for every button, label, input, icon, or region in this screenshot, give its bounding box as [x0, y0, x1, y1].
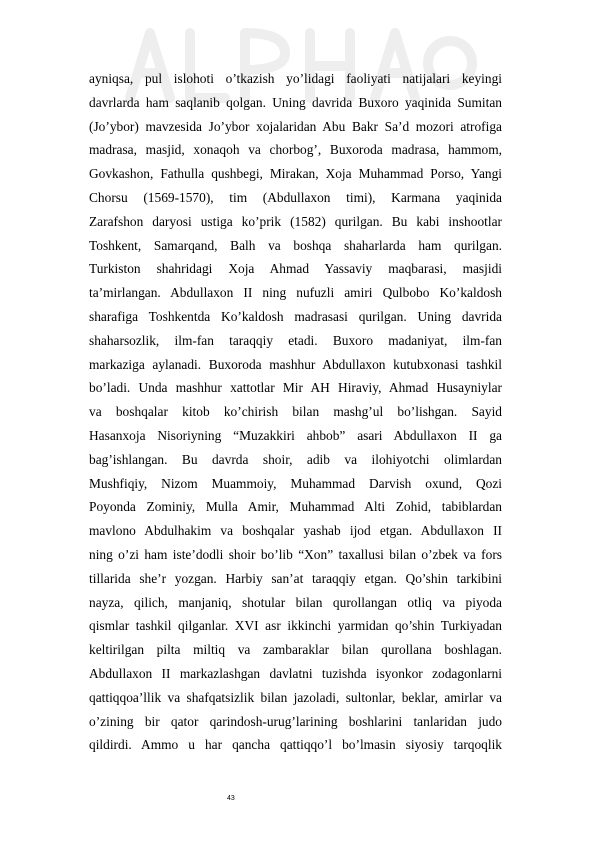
text-line: Zarafshon daryosi ustiga ko’prik (1582) qurilgan. Bu kabi inshootlar: [89, 213, 502, 229]
text-line: Chorsu (1569-1570), tim (Abdullaxon timi), Karmana yaqinida: [89, 189, 502, 205]
text-line: shaharsozlik, ilm-fan taraqqiy etadi. Buxoro madaniyat, ilm-fan: [89, 332, 502, 348]
text-line: qildirdi. Ammo u har qancha qattiqqo’l bo’lmasin siyosiy tarqoqlik: [89, 737, 502, 753]
text-line: keltirilgan pilta miltiq va zambaraklar bilan qurollana boshlagan.: [89, 642, 502, 658]
text-line: sharafiga Toshkentda Ko’kaldosh madrasasi qurilgan. Uning davrida: [89, 308, 502, 324]
text-line: Abdullaxon II markazlashgan davlatni tuzishda isyonkor zodagonlarni: [89, 665, 502, 681]
body-text: [89, 67, 502, 757]
text-line: Poyonda Zominiy, Mulla Amir, Muhammad Alti Zohid, tabiblardan: [89, 499, 502, 515]
text-line: qattiqqoa’llik va shafqatsizlik bilan jazoladi, sultonlar, beklar, amirlar va: [89, 689, 502, 705]
text-line: ta’mirlangan. Abdullaxon II ning nufuzli amiri Qulbobo Ko’kaldosh: [89, 285, 502, 301]
text-line: mavlono Abdulhakim va boshqalar yashab ijod etgan. Abdullaxon II: [89, 523, 502, 539]
text-line: Mushfiqiy, Nizom Muammoiy, Muhammad Darvish oxund, Qozi: [89, 475, 502, 491]
text-line: qismlar tashkil qilganlar. XVI asr ikkinchi yarmidan qo’shin Turkiyadan: [89, 618, 502, 634]
text-line: (Jo’ybor) mavzesida Jo’ybor xojalaridan Abu Bakr Sa’d mozori atrofiga: [89, 118, 502, 134]
text-line: ning o’zi ham iste’dodli shoir bo’lib “Xon” taxallusi bilan o’zbek va fors: [89, 546, 502, 562]
text-line: Govkashon, Fathulla qushbegi, Mirakan, Xoja Muhammad Porso, Yangi: [89, 166, 502, 182]
text-line: Turkiston shahridagi Xoja Ahmad Yassaviy maqbarasi, masjidi: [89, 261, 502, 277]
text-line: va boshqalar kitob ko’chirish bilan mashg’ul bo’lishgan. Sayid: [89, 404, 502, 420]
text-line: bo’ladi. Unda mashhur xattotlar Mir AH Hiraviy, Ahmad Husayniylar: [89, 380, 502, 396]
text-line: o’zining bir qator qarindosh-urug’larining boshlarini tanlaridan judo: [89, 713, 502, 729]
text-line: nayza, qilich, manjaniq, shotular bilan qurollangan otliq va piyoda: [89, 594, 502, 610]
text-line: Hasanxoja Nisoriyning “Muzakkiri ahbob” asari Abdullaxon II ga: [89, 427, 502, 443]
text-line: ayniqsa, pul islohoti o’tkazish yo’lidagi faoliyati natijalari keyingi: [89, 71, 502, 86]
text-line: madrasa, masjid, xonaqoh va chorbog’, Buxoroda madrasa, hammom,: [89, 142, 502, 158]
text-line: tillarida she’r yozgan. Harbiy san’at taraqqiy etgan. Qo’shin tarkibini: [89, 570, 502, 586]
text-line: bag’ishlangan. Bu davrda shoir, adib va ilohiyotchi olimlardan: [89, 451, 502, 467]
page-number: 43: [227, 795, 235, 802]
text-line: davrlarda ham saqlanib qolgan. Uning davrida Buxoro yaqinida Sumitan: [89, 94, 502, 110]
text-line: Toshkent, Samarqand, Balh va boshqa shaharlarda ham qurilgan.: [89, 237, 502, 253]
text-line: markaziga aylanadi. Buxoroda mashhur Abdullaxon kutubxonasi tashkil: [89, 356, 502, 372]
